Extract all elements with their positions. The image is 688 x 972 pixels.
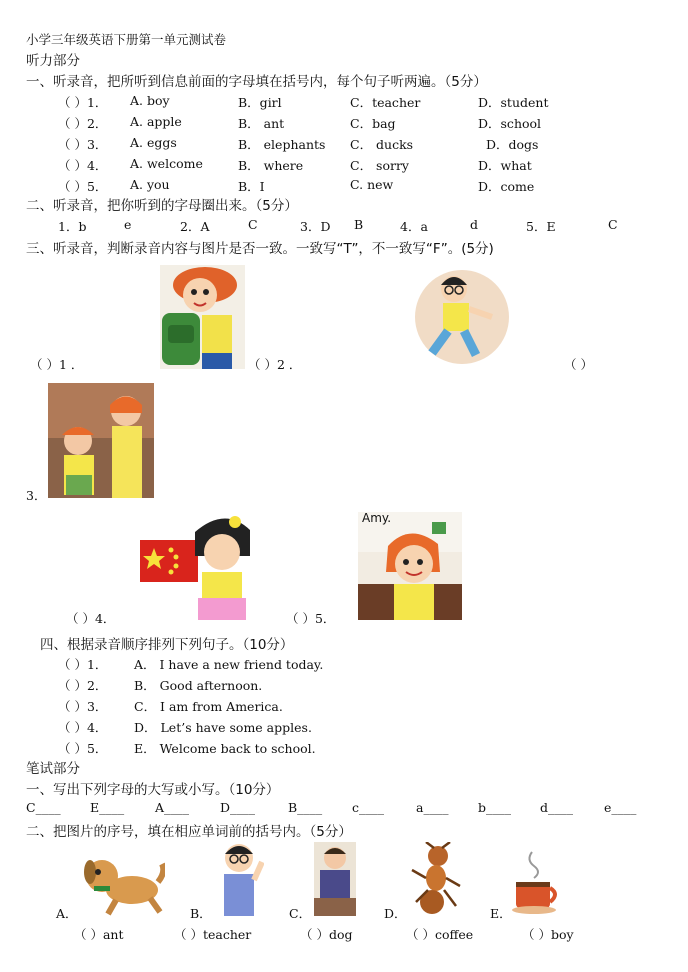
written-part-heading: 笔试部分 (26, 761, 80, 777)
sec1-row-3-a: A. eggs (130, 135, 177, 150)
sec4-row-1-number: （ ）1． (58, 657, 108, 672)
sec3-picture-3 (48, 383, 154, 498)
picture-5-caption: Amy. (362, 512, 392, 525)
sec3-picture-1 (160, 265, 245, 369)
sec4-row-3-sentence: C． I am from America. (134, 699, 283, 714)
sec1-row-4-b: B． where (238, 158, 304, 173)
w1-letter-9: d____ (540, 800, 574, 815)
sec1-row-3-num: （ ）3． (58, 137, 108, 152)
sec3-heading: 三、听录音，判断录音内容与图片是否一致。一致写“T”，不一致写“F”。(5分) (26, 241, 494, 257)
w1-heading: 一、写出下列字母的大写或小写。（10分） (26, 782, 280, 798)
sec4-heading: 四、根据录音顺序排列下列句子。（10分） (40, 637, 294, 653)
w2-pic-label-b: B． (190, 906, 212, 921)
sec2-letter-5: 3．D (300, 219, 331, 234)
sec1-row-2-a: A. apple (130, 114, 182, 129)
sec4-row-4-number: （ ）4． (58, 720, 108, 735)
w1-letter-4: D____ (220, 800, 256, 815)
sec2-letter-1: 1．b (58, 219, 87, 234)
sec4-row-2-number: （ ）2． (58, 678, 108, 693)
sec2-letter-6: B (354, 217, 364, 232)
sec1-row-1-c: C．teacher (350, 95, 421, 110)
w2-word-coffee: （ ）coffee (406, 927, 474, 942)
sec1-row-5-a: A. you (130, 177, 170, 192)
w2-pic-label-e: E． (490, 906, 512, 921)
listening-part-heading: 听力部分 (26, 53, 80, 69)
w2-picture-dog (80, 852, 165, 916)
w1-letter-7: a____ (416, 800, 449, 815)
sec4-row-4-sentence: D． Let’s have some apples. (134, 720, 312, 735)
w1-letter-1: C____ (26, 800, 61, 815)
sec1-heading: 一、听录音，把所听到信息前面的字母填在括号内，每个句子听两遍。（5分） (26, 74, 487, 90)
sec1-row-2-num: （ ）2． (58, 116, 108, 131)
w2-heading: 二、把图片的序号，填在相应单词前的括号内。（5分） (26, 824, 352, 840)
sec3-picture-2 (410, 265, 510, 365)
sec1-row-3-d: D．dogs (486, 137, 539, 152)
sec1-row-2-c: C．bag (350, 116, 396, 131)
sec1-row-1-a: A. boy (130, 93, 170, 108)
sec1-row-4-d: D．what (478, 158, 532, 173)
sec1-row-5-num: （ ）5． (58, 179, 108, 194)
sec2-letter-4: C (248, 217, 258, 232)
sec1-row-2-d: D．school (478, 116, 542, 131)
w2-picture-ant (408, 842, 462, 916)
sec4-row-5-sentence: E． Welcome back to school. (134, 741, 316, 756)
sec3-label-5: （ ）5． (286, 611, 336, 626)
w2-pic-label-d: D． (384, 906, 407, 921)
sec1-row-5-d: D．come (478, 179, 535, 194)
sec3-label-2: （ ）2 ． (248, 357, 302, 372)
sec4-row-3-number: （ ）3． (58, 699, 108, 714)
w1-letter-5: B____ (288, 800, 323, 815)
sec1-row-1-d: D．student (478, 95, 549, 110)
sec2-letter-2: e (124, 217, 132, 232)
sec1-row-1-b: B．girl (238, 95, 282, 110)
sec3-label-4: （ ）4． (66, 611, 116, 626)
sec3-label-3: 3． (26, 488, 47, 503)
w2-picture-coffee (512, 848, 562, 916)
sec2-letter-10: C (608, 217, 618, 232)
sec4-row-5-number: （ ）5． (58, 741, 108, 756)
w2-word-boy: （ ）boy (522, 927, 574, 942)
w2-word-dog: （ ）dog (300, 927, 353, 942)
sec1-row-5-c: C. new (350, 177, 394, 192)
sec4-row-1-sentence: A． I have a new friend today. (134, 657, 324, 672)
sec1-row-4-a: A. welcome (130, 156, 203, 171)
sec3-label-1: （ ）1 ． (30, 357, 84, 372)
sec2-letter-7: 4．a (400, 219, 428, 234)
sec1-row-4-num: （ ）4． (58, 158, 108, 173)
sec4-row-2-sentence: B． Good afternoon. (134, 678, 263, 693)
w1-letter-2: E____ (90, 800, 125, 815)
sec2-letter-3: 2．A (180, 219, 210, 234)
sec1-row-5-b: B．I (238, 179, 265, 194)
w2-picture-boy (214, 840, 264, 916)
sec1-row-2-b: B． ant (238, 116, 285, 131)
page-title: 小学三年级英语下册第一单元测试卷 (26, 32, 227, 47)
sec1-row-4-c: C． sorry (350, 158, 409, 173)
w1-letter-8: b____ (478, 800, 512, 815)
sec2-heading: 二、听录音，把你听到的字母圈出来。（5分） (26, 198, 298, 214)
sec1-row-3-b: B． elephants (238, 137, 326, 152)
w2-pic-label-c: C． (289, 906, 312, 921)
w1-letter-10: e____ (604, 800, 637, 815)
w2-pic-label-a: A． (56, 906, 78, 921)
w1-letter-3: A____ (155, 800, 190, 815)
sec1-row-3-c: C． ducks (350, 137, 414, 152)
w2-word-teacher: （ ）teacher (174, 927, 252, 942)
sec3-picture-5 (358, 512, 462, 620)
sec3-picture-4 (140, 512, 250, 620)
w1-letter-6: c____ (352, 800, 385, 815)
w2-picture-teacher (314, 842, 356, 916)
sec2-letter-9: 5．E (526, 219, 556, 234)
w2-word-ant: （ ）ant (74, 927, 124, 942)
sec1-row-1-num: （ ）1． (58, 95, 108, 110)
sec3-label-3-bracket: （ ） (564, 357, 593, 372)
sec2-letter-8: d (470, 217, 479, 232)
